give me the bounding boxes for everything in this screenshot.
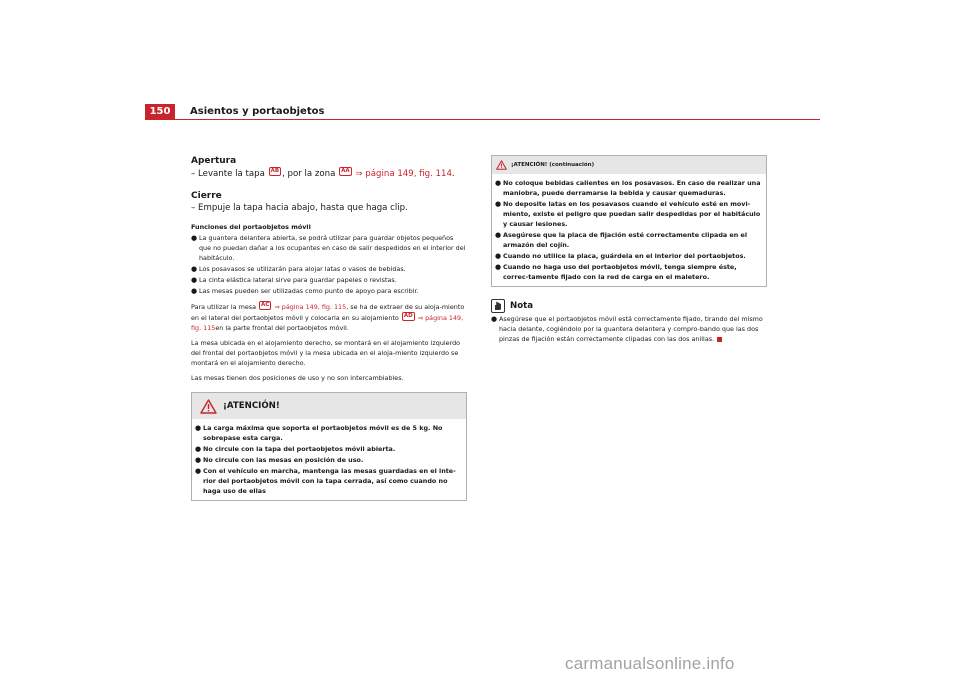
cierre-title: Cierre (191, 190, 222, 201)
warning-continued-list (492, 174, 766, 286)
nota-header (491, 299, 767, 313)
page-number: 150 (145, 104, 175, 120)
bullet-icon: ● (495, 200, 502, 208)
watermark: carmanualsonline.info (565, 654, 735, 673)
list-item: ● No circule con la tapa del portaobjetos móvil abierta. (195, 445, 396, 454)
warning-title: ¡ATENCIÓN! (223, 401, 280, 412)
list-item: ● Cuando no utilice la placa, guárdela en el interior del portaobjetos. (495, 252, 746, 260)
list-item: ● La guantera delantera abierta, se podrá utilizar para guardar objetos pequeños que no puedan dañar a los ocupantes en caso de salir despedidos en el interior del habitáculo. (191, 233, 466, 262)
bullet-icon: ● (195, 424, 202, 433)
funciones-title: Funciones del portaobjetos móvil (191, 222, 311, 231)
funciones-list (191, 233, 467, 296)
end-of-section-marker (717, 337, 722, 342)
callout-badge-aa: AA (341, 168, 350, 174)
nota-title: Nota (510, 301, 534, 311)
bullet-icon: ● (195, 456, 202, 465)
nota-list (491, 314, 767, 344)
list-item: ● La carga máxima que soporta el portaobjetos móvil es de 5 kg. No sobrepase esta carga. (195, 424, 443, 443)
header-rule (145, 119, 820, 120)
warning-box (191, 392, 467, 501)
page-link[interactable]: ⇒ página 149, fig. 115 (191, 314, 464, 333)
warning-list (192, 419, 466, 500)
bullet-icon: ● (191, 275, 198, 284)
cierre-instruction: – Empuje la tapa hacia abajo, hasta que haga clip. (191, 202, 408, 213)
bullet-icon: ● (191, 286, 198, 295)
warning-header (192, 393, 466, 419)
list-item: ● Los posavasos se utilizarán para alojar latas o vasos de bebidas. (191, 264, 406, 273)
list-item: ● Asegúrese que el portaobjetos móvil está correctamente fijado, tirando del mismo hacia delante, cogiéndolo por la guantera delantera y compro-bando que las dos pinzas de fijación están correctamente clipadas con las dos anillas. (491, 315, 763, 343)
left-column (191, 155, 467, 501)
list-item: ● La cinta elástica lateral sirve para guardar papeles o revistas. (191, 275, 397, 284)
list-item: ● Asegúrese que la placa de fijación esté correctamente clipada en el armazón del cojín. (495, 231, 748, 249)
right-column (491, 155, 767, 344)
bullet-icon: ● (195, 445, 202, 454)
list-item: ● Las mesas pueden ser utilizadas como punto de apoyo para escribir. (191, 286, 419, 295)
list-item: ● No circule con las mesas en posición de uso. (195, 456, 364, 465)
callout-badge-ab: AB (270, 168, 280, 174)
mesa-montaje-paragraph: La mesa ubicada en el alojamiento derecho, se montará en el alojamiento izquierdo del frontal del portaobjetos móvil y la mesa ubicada en el aloja-miento izquierdo se montará en el alojamiento derecho. (191, 339, 461, 368)
apertura-instruction: – Levante la tapa AB , por la zona AA ⇒ página 149, fig. 114. (191, 168, 455, 179)
bullet-icon: ● (191, 264, 198, 273)
mesa-paragraph: Para utilizar la mesa AC ⇒ página 149, fig. 115, se ha de extraer de su aloja-miento en el lateral del portaobjetos móvil y colocarla en su alojamiento AD ⇒ página 149, fig. 115en la parte frontal del portaobjetos móvil. (191, 301, 465, 333)
bullet-icon: ● (491, 315, 498, 323)
warning-continued-title: ¡ATENCIÓN! (continuación) (511, 162, 595, 168)
list-item: ● Con el vehículo en marcha, mantenga las mesas guardadas en el inte-rior del portaobjetos móvil con la tapa cerrada, así como cuando no haga uso de ellas (195, 467, 456, 496)
running-title: Asientos y portaobjetos (190, 106, 325, 117)
page-link[interactable]: ⇒ página 149, fig. 115 (274, 302, 347, 311)
bullet-icon: ● (495, 231, 502, 239)
warning-triangle-icon (200, 399, 217, 414)
apertura-title: Apertura (191, 156, 237, 166)
mesa-posiciones-paragraph: Las mesas tienen dos posiciones de uso y no son intercambiables. (191, 374, 404, 383)
list-item: ● No deposite latas en los posavasos cuando el vehículo esté en movi-miento, existe el peligro que puedan salir despedidas por el habitáculo y causar lesiones. (495, 200, 761, 228)
bullet-icon: ● (195, 467, 202, 476)
callout-badge-ac: AC (261, 301, 270, 308)
list-item: ● No coloque bebidas calientes en los posavasos. En caso de realizar una maniobra, puede derramarse la bebida y causar quemaduras. (495, 179, 761, 197)
bullet-icon: ● (495, 179, 502, 187)
callout-badge-ad: AD (403, 312, 413, 319)
bullet-icon: ● (495, 252, 502, 260)
bullet-icon: ● (191, 233, 198, 242)
warning-triangle-icon (496, 160, 507, 170)
warning-continued-box (491, 155, 767, 287)
page-link[interactable]: ⇒ página 149, fig. 114 (355, 168, 452, 179)
warning-continued-header (492, 156, 766, 174)
list-item: ● Cuando no haga uso del portaobjetos móvil, tenga siempre éste, correc-tamente fijado con la red de carga en el maletero. (495, 263, 737, 281)
note-hand-icon (491, 299, 505, 313)
bullet-icon: ● (495, 263, 502, 271)
